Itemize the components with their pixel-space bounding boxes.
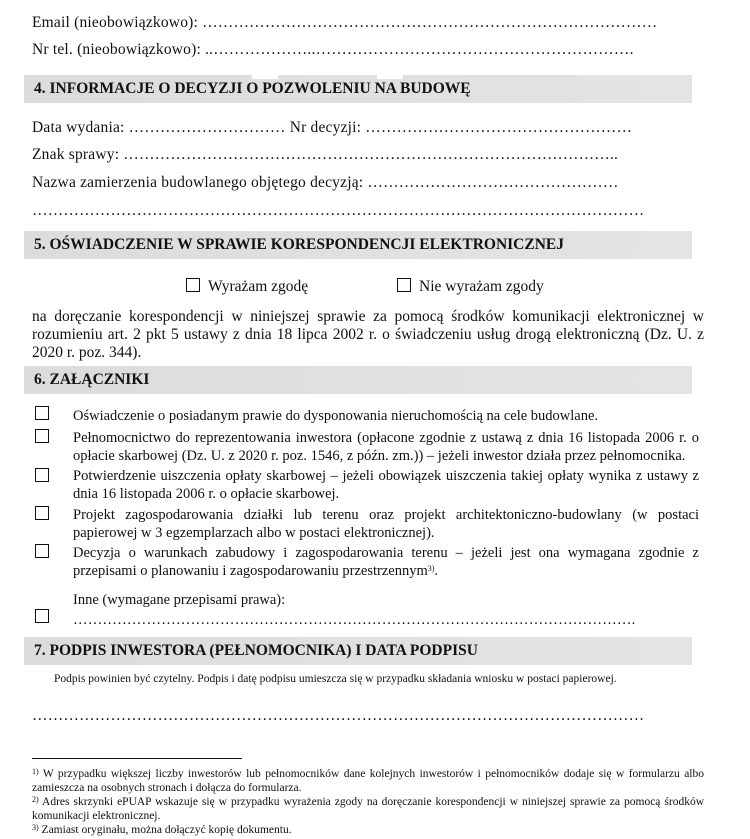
project-name-continuation-line[interactable]: ………………………………………………………………………………………………………: [32, 202, 645, 219]
email-line[interactable]: Email (nieobowiązkowo): ……………………………………………………………………………: [32, 14, 658, 31]
attachment-item-2: Pełnomocnictwo do reprezentowania inwestora (opłacone zgodnie z ustawą z dnia 16 listopada 2006 r. o opłacie skarbowej (Dz. U. z 2020 r. poz. 1546, z późn. zm.)) – jeżeli inwestor działa przez pełnomocnika.: [73, 430, 699, 464]
section-5-title: 5. OŚWIADCZENIE W SPRAWIE KORESPONDENCJI ELEKTRONICZNEJ: [34, 236, 564, 253]
footnote-ref-3: 3): [427, 564, 435, 573]
footnote-1: $^{1)}$ W przypadku większej liczby inwestorów lub pełnomocników dane kolejnych inwestorów i pełnomocników dodaje się w formularzu albo zamieszcza na osobnych stronach i dołącza do formularza.: [32, 767, 704, 794]
other-attachments-label: Inne (wymagane przepisami prawa):: [73, 592, 286, 608]
signature-note: Podpis powinien być czytelny. Podpis i datę podpisu umieszcza się w przypadku składania wniosku w postaci papierowej.: [54, 673, 617, 685]
consent-text: na doręczanie korespondencji w niniejszej sprawie za pomocą środków komunikacji elektronicznej w rozumieniu art. 2 pkt 5 ustawy z dnia 18 lipca 2002 r. o świadczeniu usług drogą elektroniczną (Dz. U. z 2020 r. poz. 344).: [32, 308, 704, 361]
issue-date-line[interactable]: Data wydania: ………………………… Nr decyzji: ……………………………………………: [32, 119, 633, 136]
attachment-checkbox-4[interactable]: [35, 506, 49, 520]
no-consent-label: Nie wyrażam zgody: [419, 278, 544, 295]
attachment-item-5: Decyzja o warunkach zabudowy i zagospodarowania terenu – jeżeli jest ona wymagana zgodnie z przepisami o planowaniu i zagospodarowaniu przestrzennym$^{3)}$.: [73, 545, 699, 579]
attachment-item-4: Projekt zagospodarowania działki lub terenu oraz projekt architektoniczno-budowlany (w postaci papierowej w 3 egzemplarzach albo w postaci elektronicznej).: [73, 507, 699, 541]
case-number-line[interactable]: Znak sprawy: …………………………………………………………………………………..: [32, 146, 619, 163]
consent-checkbox[interactable]: [186, 278, 200, 292]
attachment-checkbox-1[interactable]: [35, 406, 49, 420]
section-4-title: 4. INFORMACJE O DECYZJI O POZWOLENIU NA BUDOWĘ: [34, 80, 471, 97]
phone-line[interactable]: Nr tel. (nieobowiązkowo): ..………………..…………………………………………………….: [32, 41, 634, 58]
section-7-title: 7. PODPIS INWESTORA (PEŁNOMOCNIKA) I DATA PODPISU: [34, 642, 478, 659]
attachment-checkbox-2[interactable]: [35, 429, 49, 443]
attachment-checkbox-3[interactable]: [35, 468, 49, 482]
footnote-separator: [32, 758, 242, 759]
section-6-title: 6. ZAŁĄCZNIKI: [34, 371, 150, 388]
footnote-2: $^{2)}$ Adres skrzynki ePUAP wskazuje się w przypadku wyrażenia zgody na doręczanie korespondencji w niniejszej sprawie za pomocą środków komunikacji elektronicznej.: [32, 795, 704, 822]
attachment-checkbox-other[interactable]: [35, 609, 49, 623]
section-6-header: [24, 366, 692, 394]
attachment-item-3: Potwierdzenie uiszczenia opłaty skarbowej – jeżeli obowiązek uiszczenia takiej opłaty wynika z ustawy z dnia 16 listopada 2006 r. o opłacie skarbowej.: [73, 468, 699, 502]
project-name-line[interactable]: Nazwa zamierzenia budowlanego objętego decyzją: …………………………………………: [32, 174, 619, 191]
footnote-3: $^{3)}$ Zamiast oryginału, można dołączyć kopię dokumentu.: [32, 823, 292, 836]
section-4-header: [24, 75, 692, 103]
attachment-checkbox-5[interactable]: [35, 544, 49, 558]
attachment-item-1: Oświadczenie o posiadanym prawie do dysponowania nieruchomością na cele budowlane.: [73, 408, 599, 424]
other-attachments-line[interactable]: …………………………………………………………………………………………………….: [73, 612, 636, 628]
section-7-header: [24, 637, 692, 665]
section-5-header: [24, 231, 692, 259]
consent-label: Wyrażam zgodę: [208, 278, 309, 295]
signature-line[interactable]: ………………………………………………………………………………………………………: [32, 707, 645, 724]
no-consent-checkbox[interactable]: [397, 278, 411, 292]
